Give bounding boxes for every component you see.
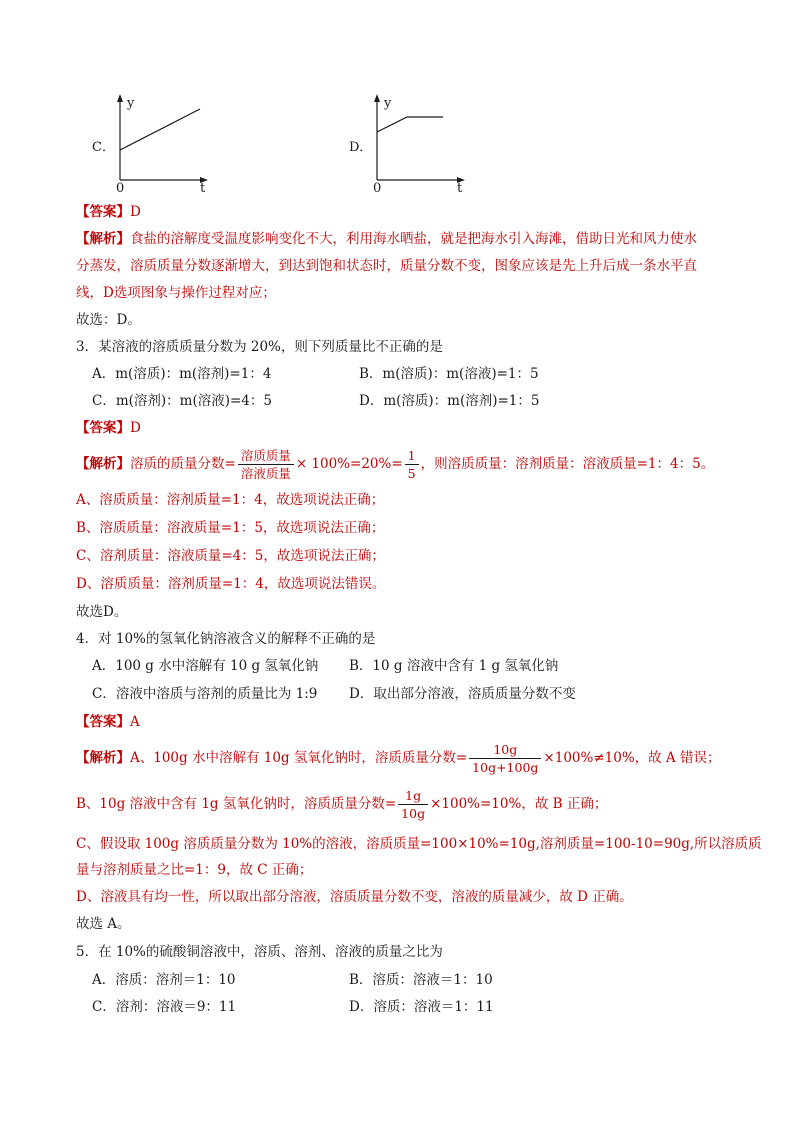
q2-analysis-line-3: 线，D选项图象与操作过程对应； bbox=[76, 285, 276, 301]
fraction-b bbox=[398, 788, 428, 821]
q3-stem: 3．某溶液的溶质质量分数为 20%，则下列质量比不正确的是 bbox=[76, 339, 443, 355]
fraction-numerator: 1 bbox=[405, 448, 419, 465]
fraction-one-fifth bbox=[405, 448, 419, 481]
q3-option-c[interactable]: C．m(溶剂)：m(溶液)=4：5 bbox=[92, 393, 272, 409]
q4-analysis-c-1: C、假设取 100g 溶质质量分数为 10%的溶液，溶质质量=100×10%=10g,溶剂质量=100-10=90g,所以溶质质 bbox=[76, 836, 762, 852]
graph-c bbox=[86, 92, 216, 197]
answer-value: D bbox=[130, 204, 141, 220]
q4-answer-line bbox=[76, 712, 140, 732]
answer-value: D bbox=[130, 420, 141, 436]
q4-analysis-c-2: 量与溶剂质量之比=1：9，故 C 正确； bbox=[76, 862, 313, 878]
q5-option-b[interactable]: B．溶质：溶液＝1：10 bbox=[349, 972, 493, 988]
analysis-text: 食盐的溶解度受温度影响变化不大，利用海水晒盐，就是把海水引入海滩，借助日光和风力使水 bbox=[130, 231, 697, 247]
q4-option-b[interactable]: B．10 g 溶液中含有 1 g 氢氧化钠 bbox=[349, 658, 559, 674]
analysis-a-prefix: A、100g 水中溶解有 10g 氢氧化钠时，溶质质量分数= bbox=[130, 750, 468, 766]
fraction-denominator: 10g bbox=[401, 806, 426, 821]
analysis-tag: 【解析】 bbox=[76, 231, 130, 247]
analysis-a-suffix: ×100%≠10%，故 A 错误； bbox=[543, 750, 721, 766]
fraction-numerator: 1g bbox=[398, 788, 428, 805]
q4-analysis-b bbox=[76, 786, 607, 822]
analysis-b-prefix: B、10g 溶液中含有 1g 氢氧化钠时，溶质质量分数= bbox=[76, 796, 397, 812]
q2-analysis-line-2: 分蒸发，溶质质量分数逐渐增大，到达到饱和状态时，质量分数不变，图象应该是先上升后成一条水平直 bbox=[76, 258, 697, 274]
graph-d bbox=[343, 92, 473, 197]
graph-c-svg bbox=[86, 92, 216, 197]
graph-c-origin: 0 bbox=[116, 181, 125, 196]
analysis-prefix: 溶质的质量分数= bbox=[130, 456, 236, 472]
analysis-tag: 【解析】 bbox=[76, 750, 130, 766]
q2-answer-line bbox=[76, 202, 141, 222]
graph-d-x-label: t bbox=[457, 181, 463, 196]
answer-tag: 【答案】 bbox=[76, 714, 130, 730]
q2-analysis-line-1 bbox=[76, 229, 697, 249]
q3-answer-line bbox=[76, 418, 141, 438]
fraction-denominator: 溶液质量 bbox=[240, 466, 291, 481]
q3-conclusion: 故选D。 bbox=[76, 604, 128, 620]
answer-value: A bbox=[130, 714, 140, 730]
q4-option-a[interactable]: A．100 g 水中溶解有 10 g 氢氧化钠 bbox=[92, 658, 319, 674]
fraction-solute-over-solution bbox=[238, 448, 294, 481]
q4-option-d[interactable]: D．取出部分溶液，溶质质量分数不变 bbox=[349, 686, 576, 702]
graph-d-origin: 0 bbox=[373, 181, 382, 196]
q3-option-b[interactable]: B．m(溶质)：m(溶液)=1：5 bbox=[359, 366, 539, 382]
q3-item-c: C、溶剂质量：溶液质量=4：5，故选项说法正确； bbox=[76, 548, 385, 564]
q2-conclusion: 故选：D。 bbox=[76, 312, 141, 328]
q3-option-d[interactable]: D．m(溶质)：m(溶剂)=1：5 bbox=[359, 393, 540, 409]
fraction-denominator: 10g+100g bbox=[472, 760, 539, 775]
q3-item-d: D、溶质质量：溶剂质量=1：4，故选项说法错误。 bbox=[76, 576, 386, 592]
graph-d-label: D． bbox=[349, 140, 373, 155]
q4-option-c[interactable]: C．溶液中溶质与溶剂的质量比为 1:9 bbox=[92, 686, 318, 702]
q4-analysis-a bbox=[76, 740, 720, 776]
analysis-b-suffix: ×100%=10%，故 B 正确； bbox=[430, 796, 608, 812]
fraction-numerator: 溶质质量 bbox=[238, 448, 294, 465]
graph-c-label: C． bbox=[92, 140, 115, 155]
q5-option-a[interactable]: A．溶质：溶剂＝1：10 bbox=[92, 972, 236, 988]
q3-item-a: A、溶质质量：溶剂质量=1：4，故选项说法正确； bbox=[76, 492, 385, 508]
q5-stem: 5．在 10%的硫酸铜溶液中，溶质、溶剂、溶液的质量之比为 bbox=[76, 944, 443, 960]
graph-c-y-label: y bbox=[127, 96, 135, 111]
answer-tag: 【答案】 bbox=[76, 204, 130, 220]
q5-option-d[interactable]: D．溶质：溶液＝1：11 bbox=[349, 999, 494, 1015]
q3-item-b: B、溶质质量：溶液质量=1：5，故选项说法正确； bbox=[76, 520, 385, 536]
graph-c-x-label: t bbox=[200, 181, 206, 196]
fraction-numerator: 10g bbox=[469, 742, 541, 759]
q3-option-a[interactable]: A．m(溶质)：m(溶剂)=1：4 bbox=[92, 366, 272, 382]
answer-tag: 【答案】 bbox=[76, 420, 130, 436]
graph-d-y-label: y bbox=[384, 96, 392, 111]
fraction-a bbox=[469, 742, 541, 775]
q4-stem: 4．对 10%的氢氧化钠溶液含义的解释不正确的是 bbox=[76, 631, 376, 647]
q3-analysis-formula bbox=[76, 446, 714, 482]
analysis-mid: × 100%=20%= bbox=[295, 456, 403, 472]
q5-option-c[interactable]: C．溶剂：溶液＝9：11 bbox=[92, 999, 237, 1015]
analysis-tag: 【解析】 bbox=[76, 456, 130, 472]
fraction-denominator: 5 bbox=[407, 466, 416, 481]
q4-conclusion: 故选 A。 bbox=[76, 916, 131, 932]
analysis-suffix: ，则溶质质量：溶剂质量：溶液质量=1：4：5。 bbox=[420, 456, 715, 472]
graph-d-svg bbox=[343, 92, 473, 197]
q4-analysis-d: D、溶液具有均一性，所以取出部分溶液，溶质质量分数不变，溶液的质量减少，故 D 正确。 bbox=[76, 889, 633, 905]
